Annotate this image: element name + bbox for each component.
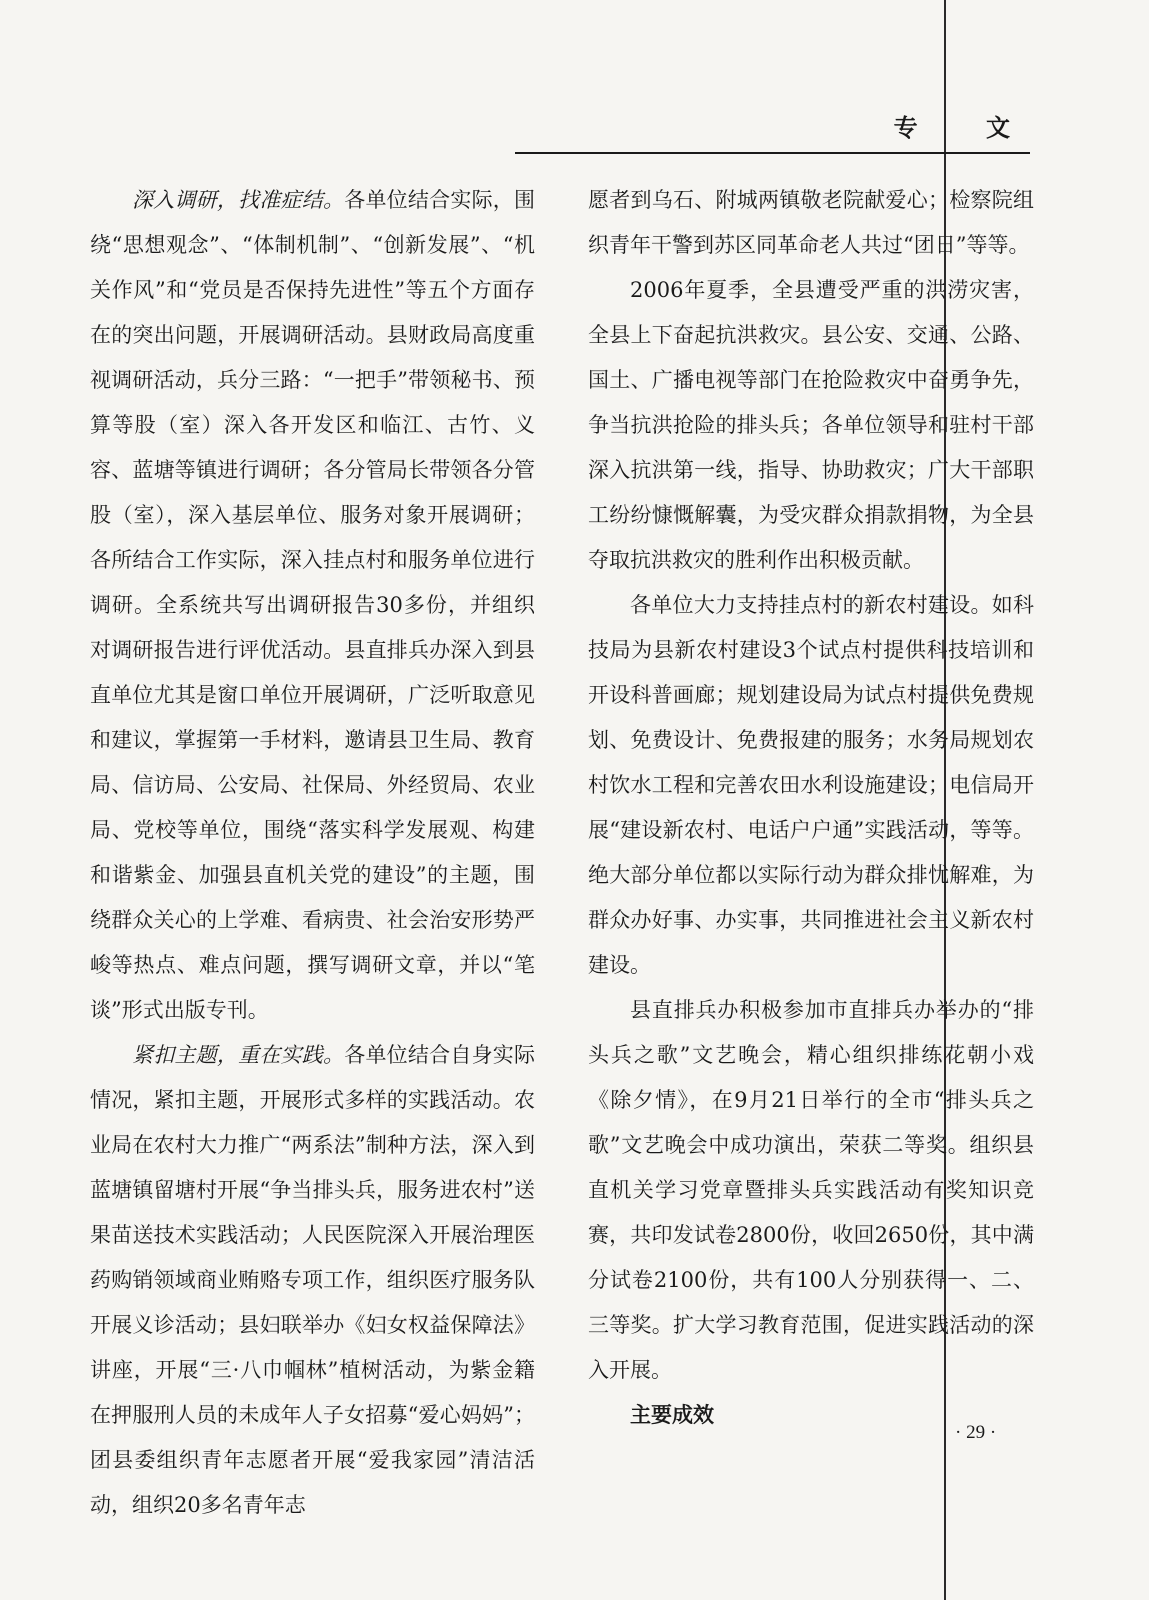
paragraph: 县直排兵办积极参加市直排兵办举办的“排头兵之歌”文艺晚会，精心组织排练花朝小戏《除夕情》，在9月21日举行的全市“排头兵之歌”文艺晚会中成功演出，荣获二等奖。组织县直机关学习党章暨排头兵实践活动有奖知识竞赛，共印发试卷2800份，收回2650份，其中满分试卷2100份，共有100人分别获得一、二、三等奖。扩大学习教育范围，促进实践活动的深入开展。	[588, 998, 1034, 1382]
section-title: 专 文	[893, 114, 1040, 142]
paragraph-body: 各单位结合实际，围绕“思想观念”、“体制机制”、“创新发展”、“机关作风”和“党员是否保持先进性”等五个方面存在的突出问题，开展调研活动。县财政局高度重视调研活动，兵分三路：“一把手”带领秘书、预算等股（室）深入各开发区和临江、古竹、义容、蓝塘等镇进行调研；各分管局长带领各分管股（室），深入基层单位、服务对象开展调研；各所结合工作实际，深入挂点村和服务单位进行调研。全系统共写出调研报告30多份，并组织对调研报告进行评优活动。县直排兵办深入到县直单位尤其是窗口单位开展调研，广泛听取意见和建议，掌握第一手材料，邀请县卫生局、教育局、信访局、公安局、社保局、外经贸局、农业局、党校等单位，围绕“落实科学发展观、构建和谐紫金、加强县直机关党的建设”的主题，围绕群众关心的上学难、看病贵、社会治安形势严峻等热点、难点问题，撰写调研文章，并以“笔谈”形式出版专刊。	[90, 188, 536, 1022]
left-column	[90, 178, 535, 1528]
page-number: · 29 ·	[955, 1422, 997, 1443]
paragraph-lead: 深入调研，找准症结。	[132, 188, 345, 212]
paragraph-body: 各单位结合自身实际情况，紧扣主题，开展形式多样的实践活动。农业局在农村大力推广“两系法”制种方法，深入到蓝塘镇留塘村开展“争当排头兵，服务进农村”送果苗送技术实践活动；人民医院深入开展治理医药购销领域商业贿赂专项工作，组织医疗服务队开展义诊活动；县妇联举办《妇女权益保障法》讲座，开展“三·八巾帼林”植树活动，为紫金籍在押服刑人员的未成年人子女招募“爱心妈妈”；团县委组织青年志愿者开展“爱我家园”清洁活动，组织20多名青年志	[90, 1043, 536, 1517]
paragraph	[90, 1033, 535, 1528]
paragraph-continued: 愿者到乌石、附城两镇敬老院献爱心；检察院组织青年干警到苏区同革命老人共过“团日”等等。	[588, 188, 1034, 257]
header-rule	[515, 152, 1030, 154]
paragraph: 2006年夏季，全县遭受严重的洪涝灾害，全县上下奋起抗洪救灾。县公安、交通、公路、国土、广播电视等部门在抢险救灾中奋勇争先，争当抗洪抢险的排头兵；各单位领导和驻村干部深入抗洪第一线，指导、协助救灾；广大干部职工纷纷慷慨解囊，为受灾群众捐款捐物，为全县夺取抗洪救灾的胜利作出积极贡献。	[588, 278, 1034, 572]
section-heading: 主要成效	[630, 1403, 714, 1427]
right-column	[588, 178, 1034, 1438]
paragraph	[90, 178, 535, 1033]
paragraph: 各单位大力支持挂点村的新农村建设。如科技局为县新农村建设3个试点村提供科技培训和开设科普画廊；规划建设局为试点村提供免费规划、免费设计、免费报建的服务；水务局规划农村饮水工程和完善农田水利设施建设；电信局开展“建设新农村、电话户户通”实践活动，等等。绝大部分单位都以实际行动为群众排忧解难，为群众办好事、办实事，共同推进社会主义新农村建设。	[588, 593, 1034, 977]
paragraph-lead: 紧扣主题，重在实践。	[132, 1043, 345, 1067]
